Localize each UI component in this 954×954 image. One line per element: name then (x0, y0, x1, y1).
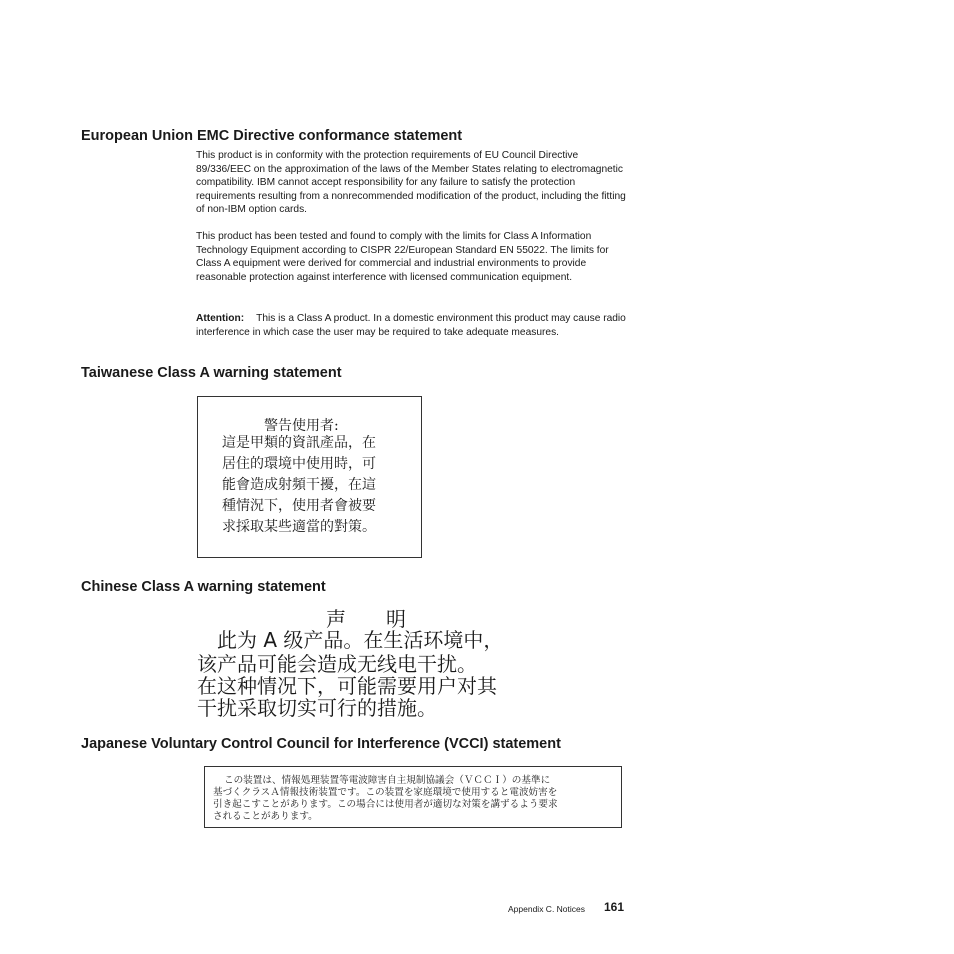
eu-conformity-paragraph: This product is in conformity with the protection requirements of EU Council Directive 89/336/EEC on the approximation of the laws of the Member States relating to electromagnetic compatibility. IBM cannot accept responsibility for any failure to satisfy the protection requirements resulting from a nonrecommended modification of the product, including the fitting of non-IBM option cards. (196, 150, 626, 216)
japan-vcci-heading: Japanese Voluntary Control Council for Interference (VCCI) statement (81, 736, 561, 752)
eu-attention-paragraph (196, 312, 628, 339)
japan-vcci-line: 引き起こすことがあります。この場合には使用者が適切な対策を講ずるよう要求 (213, 799, 558, 810)
taiwan-warning-line: 求採取某些適當的對策。 (222, 519, 376, 535)
japan-vcci-line: 基づくクラスＡ情報技術装置です。この装置を家庭環境で使用すると電波妨害を (213, 787, 558, 798)
china-warning-line: 干扰采取切实可行的措施。 (197, 696, 437, 720)
taiwan-warning-line: 居住的環境中使用時，可 (222, 456, 376, 472)
taiwan-warning-box (197, 396, 422, 558)
taiwan-warning-line: 能會造成射頻干擾，在這 (222, 477, 376, 493)
china-warning-title: 声 明 (326, 607, 406, 631)
taiwan-warning-line: 這是甲類的資訊產品，在 (222, 435, 376, 451)
page-number: 161 (604, 900, 625, 914)
china-warning-line: 此为 A 级产品。在生活环境中， (197, 628, 504, 652)
china-warning-line: 该产品可能会造成无线电干扰。 (197, 652, 477, 676)
taiwan-warning-title: 警告使用者: (264, 418, 339, 434)
japan-vcci-line: されることがあります。 (213, 811, 318, 822)
footer-section-label: Appendix C. Notices (508, 904, 586, 914)
eu-class-a-paragraph: This product has been tested and found to comply with the limits for Class A Information Technology Equipment according to CISPR 22/European Standard EN 55022. The limits for Class A equipment were derived for commercial and industrial environments to provide reasonable protection against interference with licensed communication equipment. (196, 231, 609, 283)
eu-emc-heading: European Union EMC Directive conformance statement (81, 128, 463, 144)
attention-label: Attention: (196, 313, 245, 324)
taiwan-warning-heading: Taiwanese Class A warning statement (81, 365, 342, 381)
japan-vcci-line: この装置は、情報処理装置等電波障害自主規制協議会（ＶＣＣＩ）の基準に (224, 775, 551, 786)
japan-vcci-box (204, 766, 622, 828)
taiwan-warning-line: 種情況下，使用者會被要 (222, 498, 376, 514)
china-warning-heading: Chinese Class A warning statement (81, 579, 326, 595)
attention-text: This is a Class A product. In a domestic environment this product may cause radio interference in which case the user may be required to take adequate measures. (196, 313, 626, 338)
china-warning-line: 在这种情况下，可能需要用户对其 (197, 674, 497, 698)
